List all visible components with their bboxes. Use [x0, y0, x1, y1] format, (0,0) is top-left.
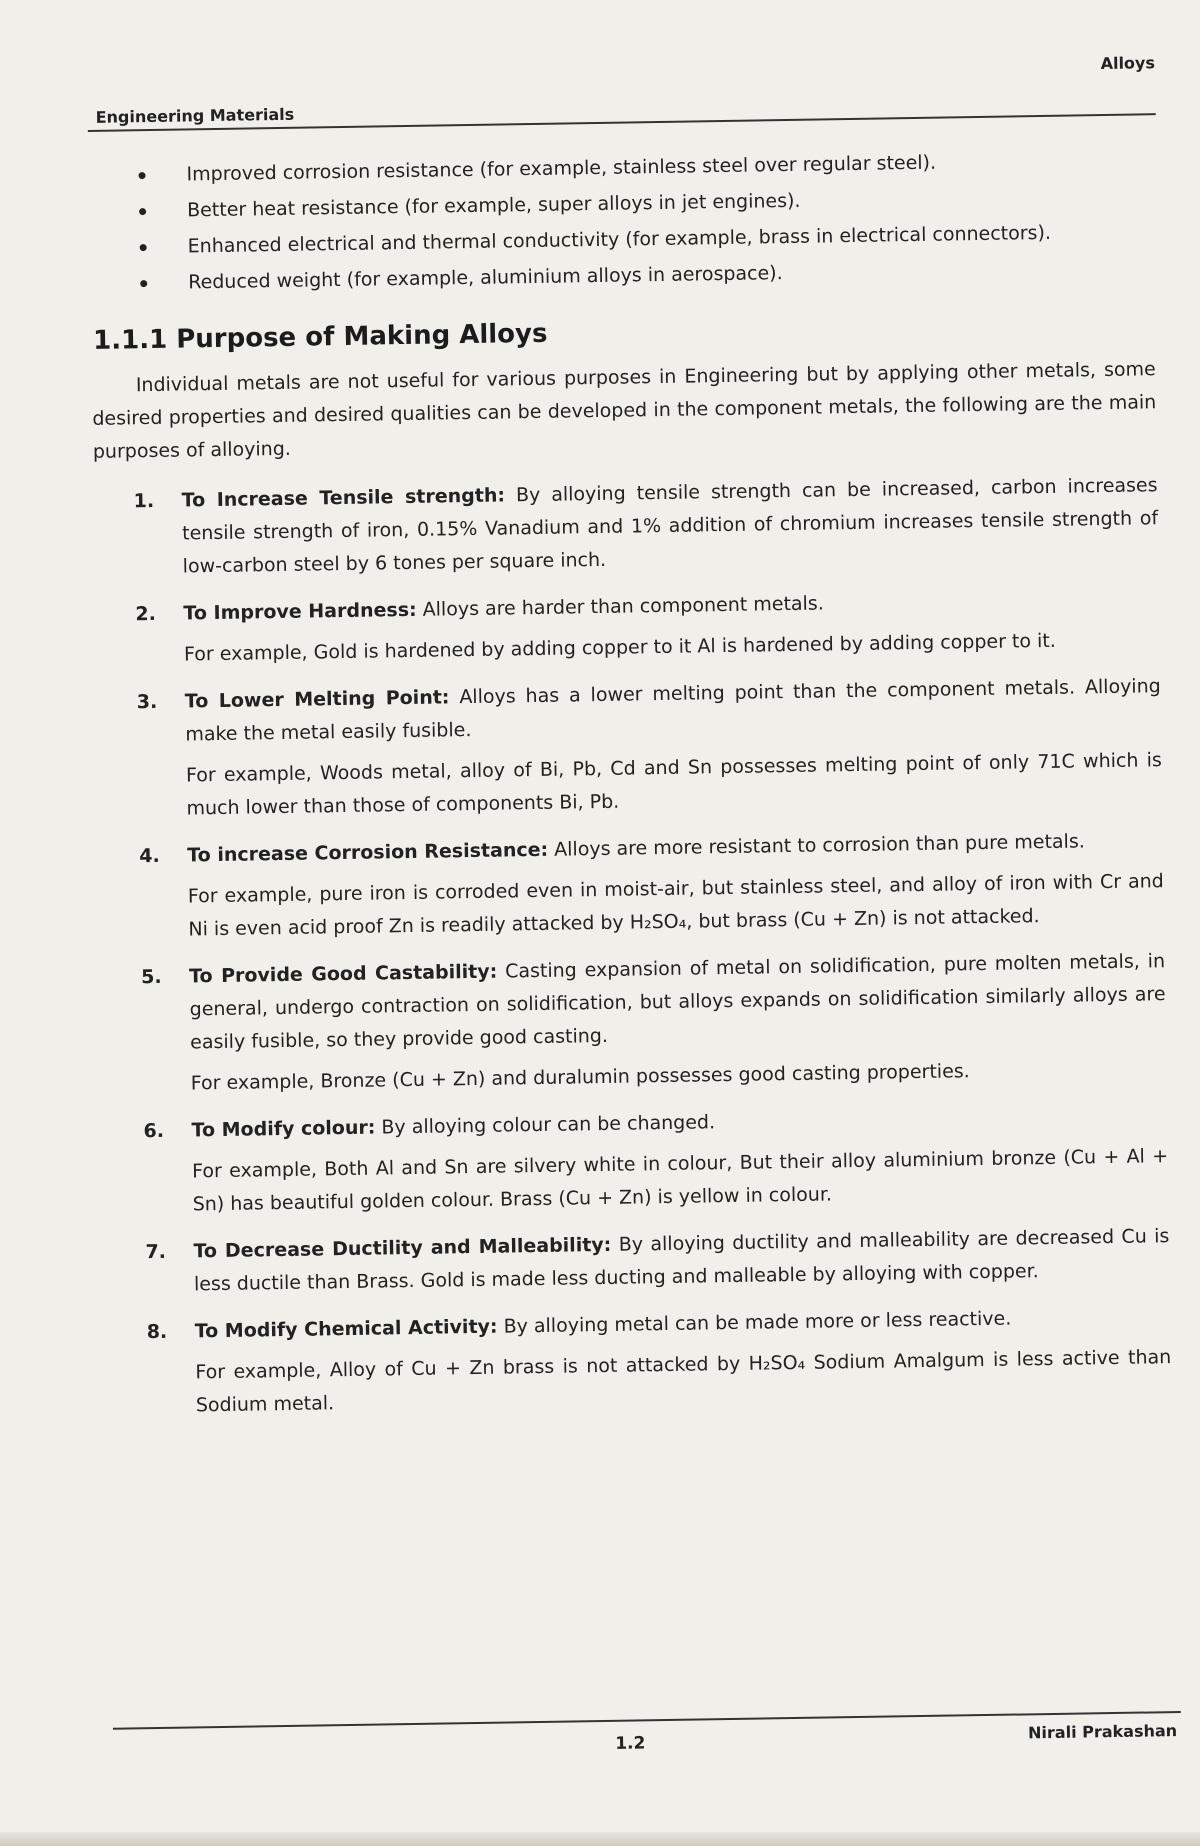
section-intro: Individual metals are not useful for various purposes in Engineering but by applying other metals, some desired properties and desired qualities can be developed in the component metals, the following are the main purposes of alloying. [92, 358, 1157, 463]
bullet-text: Reduced weight (for example, aluminium alloys in aerospace). [188, 262, 783, 294]
purpose-body [183, 582, 1159, 630]
purpose-number: 7. [145, 1240, 167, 1264]
bullet-icon [140, 244, 147, 251]
purpose-title: To increase Corrosion Resistance: [187, 838, 549, 867]
purpose-number: 6. [143, 1119, 165, 1143]
purpose-number: 8. [146, 1320, 168, 1344]
purpose-text: Alloys has a lower melting point than the component metals. Alloying make the metal easily fusible. [185, 675, 1161, 746]
publisher-name: Nirali Prakashan [1027, 1721, 1178, 1743]
purpose-title: To Modify Chemical Activity: [194, 1315, 498, 1343]
section-heading: 1.1.1 Purpose of Making Alloys [92, 318, 548, 356]
purpose-number: 1. [133, 489, 155, 513]
purpose-body [185, 670, 1162, 751]
purpose-title: To Modify colour: [191, 1116, 376, 1142]
purpose-text: By alloying ductility and malleability are decreased Cu is less ductile than Brass. Gold is made less ducting and malleable by alloying with copper. [193, 1225, 1170, 1296]
bullet-icon [139, 172, 146, 179]
purpose-title: To Provide Good Castability: [188, 960, 498, 988]
purpose-body [194, 1300, 1170, 1348]
purpose-title: To Lower Melting Point: [184, 686, 450, 713]
purpose-body [189, 945, 1166, 1059]
bullet-icon [139, 208, 146, 215]
purpose-body [187, 824, 1163, 872]
purpose-number: 3. [136, 690, 158, 714]
purpose-title: To Improve Hardness: [183, 598, 417, 625]
purpose-body [181, 469, 1158, 583]
purpose-number: 4. [139, 844, 160, 868]
scan-edge [0, 1832, 1200, 1846]
purpose-body [193, 1220, 1170, 1301]
purpose-title: To Increase Tensile strength: [181, 484, 506, 512]
page-number: 1.2 [615, 1733, 646, 1754]
running-head-book: Engineering Materials [95, 104, 295, 127]
purpose-item [133, 469, 1158, 584]
purpose-item [145, 1220, 1170, 1302]
purpose-text: Alloys are more resistant to corrosion than pure metals. [554, 830, 1085, 861]
purpose-item [146, 1300, 1172, 1423]
purpose-title: To Decrease Ductility and Malleability: [193, 1233, 612, 1263]
purpose-item [141, 945, 1167, 1101]
purpose-text: By alloying colour can be changed. [381, 1111, 716, 1139]
bullet-text: Better heat resistance (for example, super alloys in jet engines). [186, 189, 801, 222]
advantages-bullet-list [138, 141, 1150, 301]
purpose-text: By alloying metal can be made more or less reactive. [503, 1307, 1012, 1338]
purpose-example: For example, Both Al and Sn are silvery white in colour, But their alloy aluminium bronze (Cu + Al + Sn) has beautiful golden colour. Brass (Cu + Zn) is yellow in colour. [192, 1145, 1169, 1216]
purpose-text: Alloys are harder than component metals. [422, 592, 824, 621]
purpose-item [135, 582, 1160, 672]
purpose-example: For example, pure iron is corroded even in moist-air, but stainless steel, and alloy of iron with Cr and Ni is even acid proof Zn is readily attacked by H₂SO₄, but brass (Cu + Zn) is not attacked. [187, 870, 1164, 941]
bullet-icon [140, 280, 147, 287]
purpose-item [143, 1099, 1169, 1222]
purpose-number: 2. [135, 602, 157, 626]
bullet-text: Enhanced electrical and thermal conductivity (for example, brass in electrical connectors). [187, 221, 1052, 258]
purpose-text: By alloying tensile strength can be increased, carbon increases tensile strength of iron, 0.15% Vanadium and 1% addition of chromium increases tensile strength of low-carbon steel by 6 tones per square inch. [182, 474, 1159, 578]
purpose-example: For example, Alloy of Cu + Zn brass is not attacked by H₂SO₄ Sodium Amalgum is less active than Sodium metal. [195, 1346, 1172, 1417]
purpose-text: Casting expansion of metal on solidification, pure molten metals, in general, undergo contraction on solidification, but alloys expands on solidification similarly alloys are easily fusible, so they provide good casting. [189, 950, 1166, 1054]
purpose-number: 5. [140, 965, 162, 989]
purposes-list [133, 469, 1172, 1437]
purpose-example: For example, Gold is hardened by adding copper to it Al is hardened by adding copper to it. [183, 629, 1057, 666]
purpose-body [191, 1099, 1167, 1147]
purpose-item [137, 670, 1163, 826]
footer-rule [113, 1711, 1181, 1730]
bullet-text: Improved corrosion resistance (for example, stainless steel over regular steel). [186, 151, 937, 186]
purpose-item [139, 824, 1165, 947]
purpose-example: For example, Bronze (Cu + Zn) and duralumin possesses good casting properties. [190, 1060, 970, 1095]
purpose-example: For example, Woods metal, alloy of Bi, Pb, Cd and Sn possesses melting point of only 71C which is much lower than those of components Bi, Pb. [185, 749, 1163, 820]
running-head-chapter: Alloys [1100, 53, 1156, 74]
